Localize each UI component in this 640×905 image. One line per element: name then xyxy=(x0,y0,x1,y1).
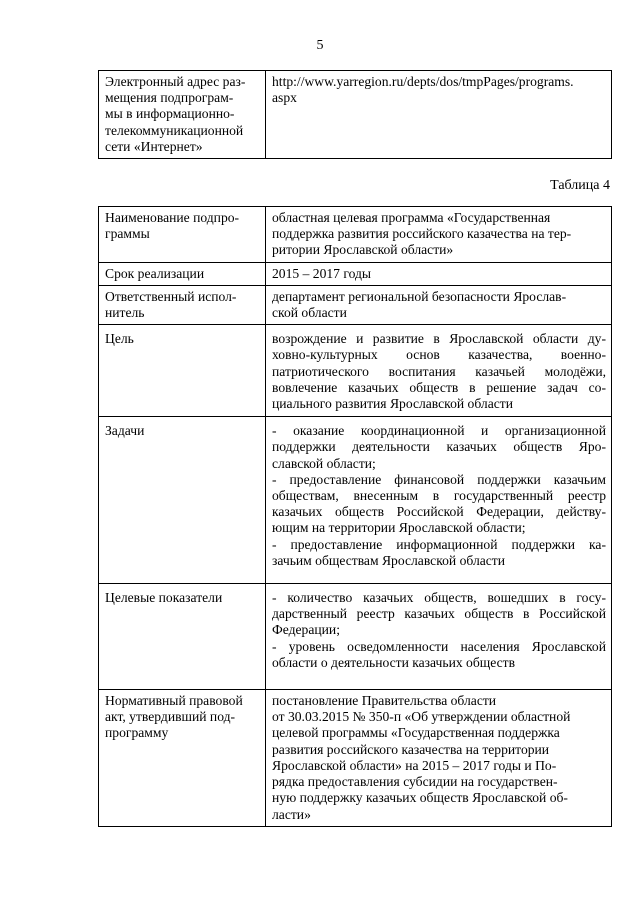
row-label xyxy=(99,285,266,324)
text-line: вовлечение казачьих обществ в решение задач со- xyxy=(272,379,606,395)
text-line: Цель xyxy=(105,331,134,347)
text-line: - уровень осведомленности населения Ярославской xyxy=(272,638,606,654)
text-line: патриотического воспитания казачьей молодёжи, xyxy=(272,363,606,379)
row-label xyxy=(99,71,266,159)
text-line: от 30.03.2015 № 350-п «Об утверждении областной xyxy=(272,709,571,725)
url-link-continuation[interactable]: aspx xyxy=(272,90,297,106)
text-line: ховно-культурных основ казачества, военно- xyxy=(272,347,606,363)
row-label xyxy=(99,325,266,417)
row-value xyxy=(266,325,612,417)
row-value xyxy=(266,262,612,285)
url-link[interactable]: http://www.yarregion.ru/depts/dos/tmpPages/programs. xyxy=(272,74,574,89)
table-body xyxy=(99,207,612,827)
text-line: Целевые показатели xyxy=(105,590,223,606)
row-value xyxy=(266,690,612,827)
text-line: ской области xyxy=(272,305,347,321)
text-line: развития российского казачества на территории xyxy=(272,741,550,757)
row-label xyxy=(99,207,266,263)
table-row xyxy=(99,690,612,827)
text-line: Наименование подпро- xyxy=(105,210,240,225)
text-line: Ответственный испол- xyxy=(105,288,237,304)
subprogram-passport-table xyxy=(98,206,612,827)
text-line: Электронный адрес раз- xyxy=(105,74,246,89)
text-line: целевой программы «Государственная поддержка xyxy=(272,725,560,741)
page-number: 5 xyxy=(316,38,324,53)
table-caption: Таблица 4 xyxy=(550,178,610,193)
text-line: Нормативный правовой xyxy=(105,693,243,709)
text-line: акт, утвердивший под- xyxy=(105,709,236,725)
text-line: ласти» xyxy=(272,806,311,822)
text-line: нитель xyxy=(105,305,145,321)
text-line: департамент региональной безопасности Ярослав- xyxy=(272,288,567,304)
text-line: Задачи xyxy=(105,423,145,439)
text-line: поддержка развития российского казачества на тер- xyxy=(272,226,572,242)
text-line: славской области; xyxy=(272,455,376,471)
text-line: Федерации; xyxy=(272,622,340,638)
row-label xyxy=(99,262,266,285)
text-line: поддержки деятельности казачьих обществ Яро- xyxy=(272,439,606,455)
row-value xyxy=(266,71,612,159)
text-line: областная целевая программа «Государственная xyxy=(272,210,551,225)
table-row xyxy=(99,584,612,690)
text-line: мещения подпрограм- xyxy=(105,90,234,106)
text-line: сети «Интернет» xyxy=(105,138,203,154)
text-line: постановление Правительства области xyxy=(272,693,497,709)
row-value xyxy=(266,207,612,263)
text-line: мы в информационно- xyxy=(105,106,235,122)
row-label xyxy=(99,690,266,827)
text-line: граммы xyxy=(105,226,150,242)
row-value xyxy=(266,584,612,690)
text-line: возрождение и развитие в Ярославской области ду- xyxy=(272,331,606,347)
text-line: - оказание координационной и организационной xyxy=(272,423,606,439)
table-row xyxy=(99,262,612,285)
internet-address-table xyxy=(98,70,612,159)
text-line: ритории Ярославской области» xyxy=(272,242,454,258)
text-line: ную поддержку казачьих обществ Ярославской об- xyxy=(272,790,568,806)
text-line: обществам, внесенным в государственный реестр xyxy=(272,488,606,504)
row-value xyxy=(266,417,612,584)
text-line: казачьих обществ Российской Федерации, действу- xyxy=(272,504,606,520)
text-line: Срок реализации xyxy=(105,265,205,281)
text-line: - количество казачьих обществ, вошедших в госу- xyxy=(272,590,606,606)
text-line: 2015 – 2017 годы xyxy=(272,265,372,281)
text-line: рядка предоставления субсидии на государствен- xyxy=(272,774,558,790)
text-line: ющим на территории Ярославской области; xyxy=(272,520,526,536)
table-row xyxy=(99,417,612,584)
text-line: Ярославской области» на 2015 – 2017 годы и По- xyxy=(272,757,557,773)
table-row xyxy=(99,285,612,324)
row-label xyxy=(99,584,266,690)
text-line: - предоставление финансовой поддержки казачьим xyxy=(272,471,606,487)
text-line: дарственный реестр казачьих обществ в Российской xyxy=(272,606,606,622)
table-row xyxy=(99,207,612,263)
table-row xyxy=(99,71,612,159)
text-line: телекоммуникационной xyxy=(105,122,244,138)
text-line: зачьим обществам Ярославской области xyxy=(272,552,506,568)
text-line: программу xyxy=(105,725,169,741)
table-row xyxy=(99,325,612,417)
row-value xyxy=(266,285,612,324)
text-line: циального развития Ярославской области xyxy=(272,396,513,412)
text-line: области о деятельности казачьих обществ xyxy=(272,654,515,670)
text-line: - предоставление информационной поддержки ка- xyxy=(272,536,606,552)
row-label xyxy=(99,417,266,584)
